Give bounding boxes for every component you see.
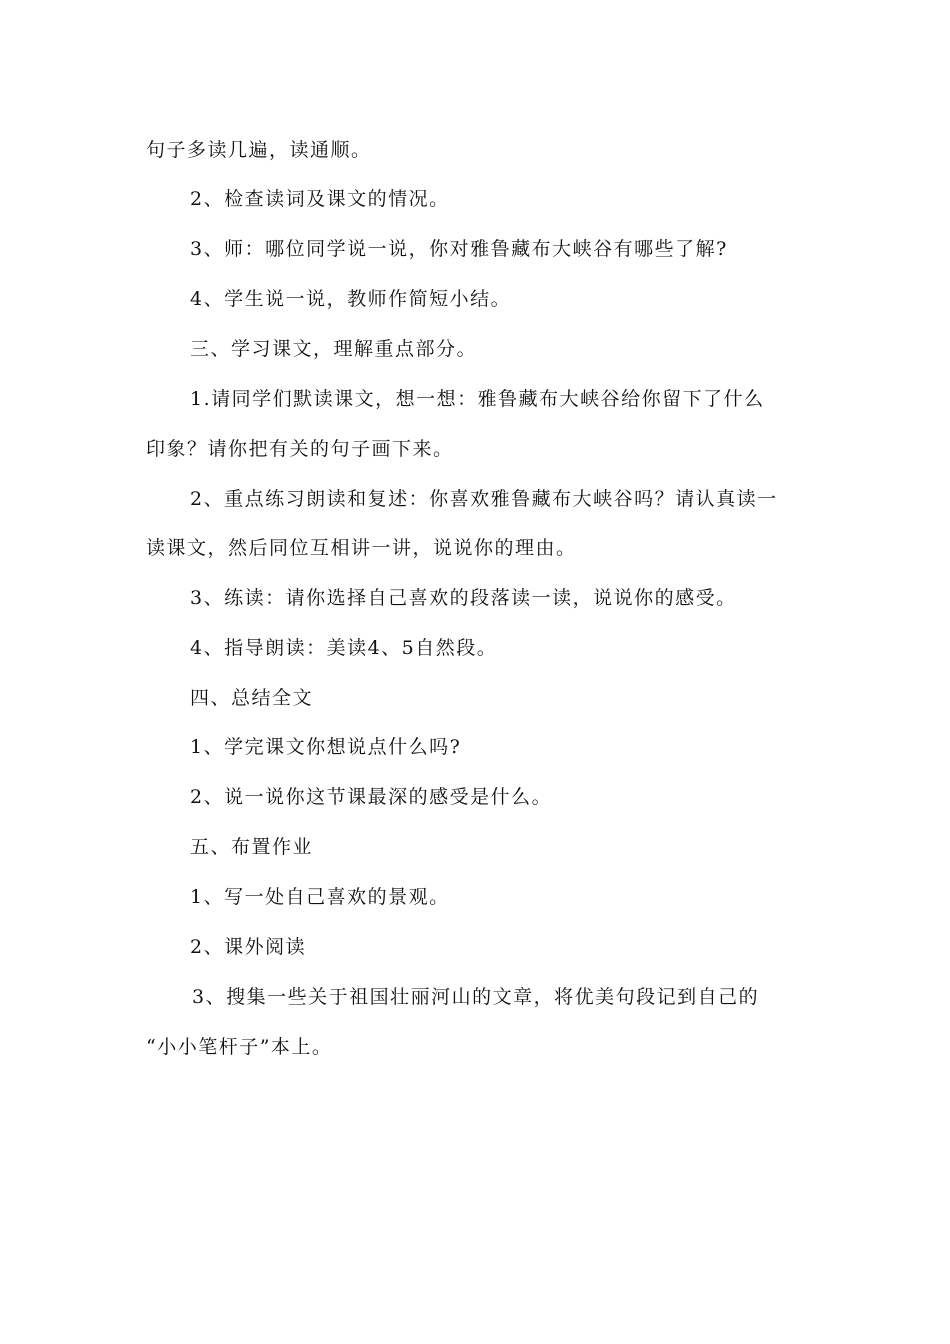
paragraph-line: 3、搜集一些关于祖国壮丽河山的文章，将优美句段记到自己的 (192, 986, 760, 1008)
paragraph-line: 3、练读：请你选择自己喜欢的段落读一读，说说你的感受。 (190, 587, 737, 609)
paragraph-line: 2、检查读词及课文的情况。 (190, 188, 450, 210)
paragraph-line: 1、写一处自己喜欢的景观。 (190, 886, 450, 908)
paragraph-line: 4、学生说一说，教师作简短小结。 (190, 288, 512, 310)
paragraph-line: 句子多读几遍，读通顺。 (146, 139, 372, 161)
section-heading: 三、学习课文，理解重点部分。 (190, 338, 478, 360)
paragraph-line: 1.请同学们默读课文，想一想：雅鲁藏布大峡谷给你留下了什么 (190, 388, 765, 410)
section-heading: 四、总结全文 (190, 687, 314, 709)
paragraph-line: “小小笔杆子”本上。 (146, 1036, 333, 1058)
paragraph-line: 2、说一说你这节课最深的感受是什么。 (190, 786, 553, 808)
paragraph-line: 2、重点练习朗读和复述：你喜欢雅鲁藏布大峡谷吗？请认真读一 (190, 488, 778, 510)
paragraph-line: 3、师：哪位同学说一说，你对雅鲁藏布大峡谷有哪些了解? (190, 238, 728, 260)
section-heading: 五、布置作业 (190, 836, 314, 858)
paragraph-line: 4、指导朗读：美读4、5自然段。 (190, 637, 498, 659)
paragraph-line: 1、学完课文你想说点什么吗? (190, 736, 462, 758)
paragraph-line: 2、课外阅读 (190, 936, 307, 958)
paragraph-line: 读课文，然后同位互相讲一讲，说说你的理由。 (146, 537, 577, 559)
paragraph-line: 印象？请你把有关的句子画下来。 (146, 438, 454, 460)
